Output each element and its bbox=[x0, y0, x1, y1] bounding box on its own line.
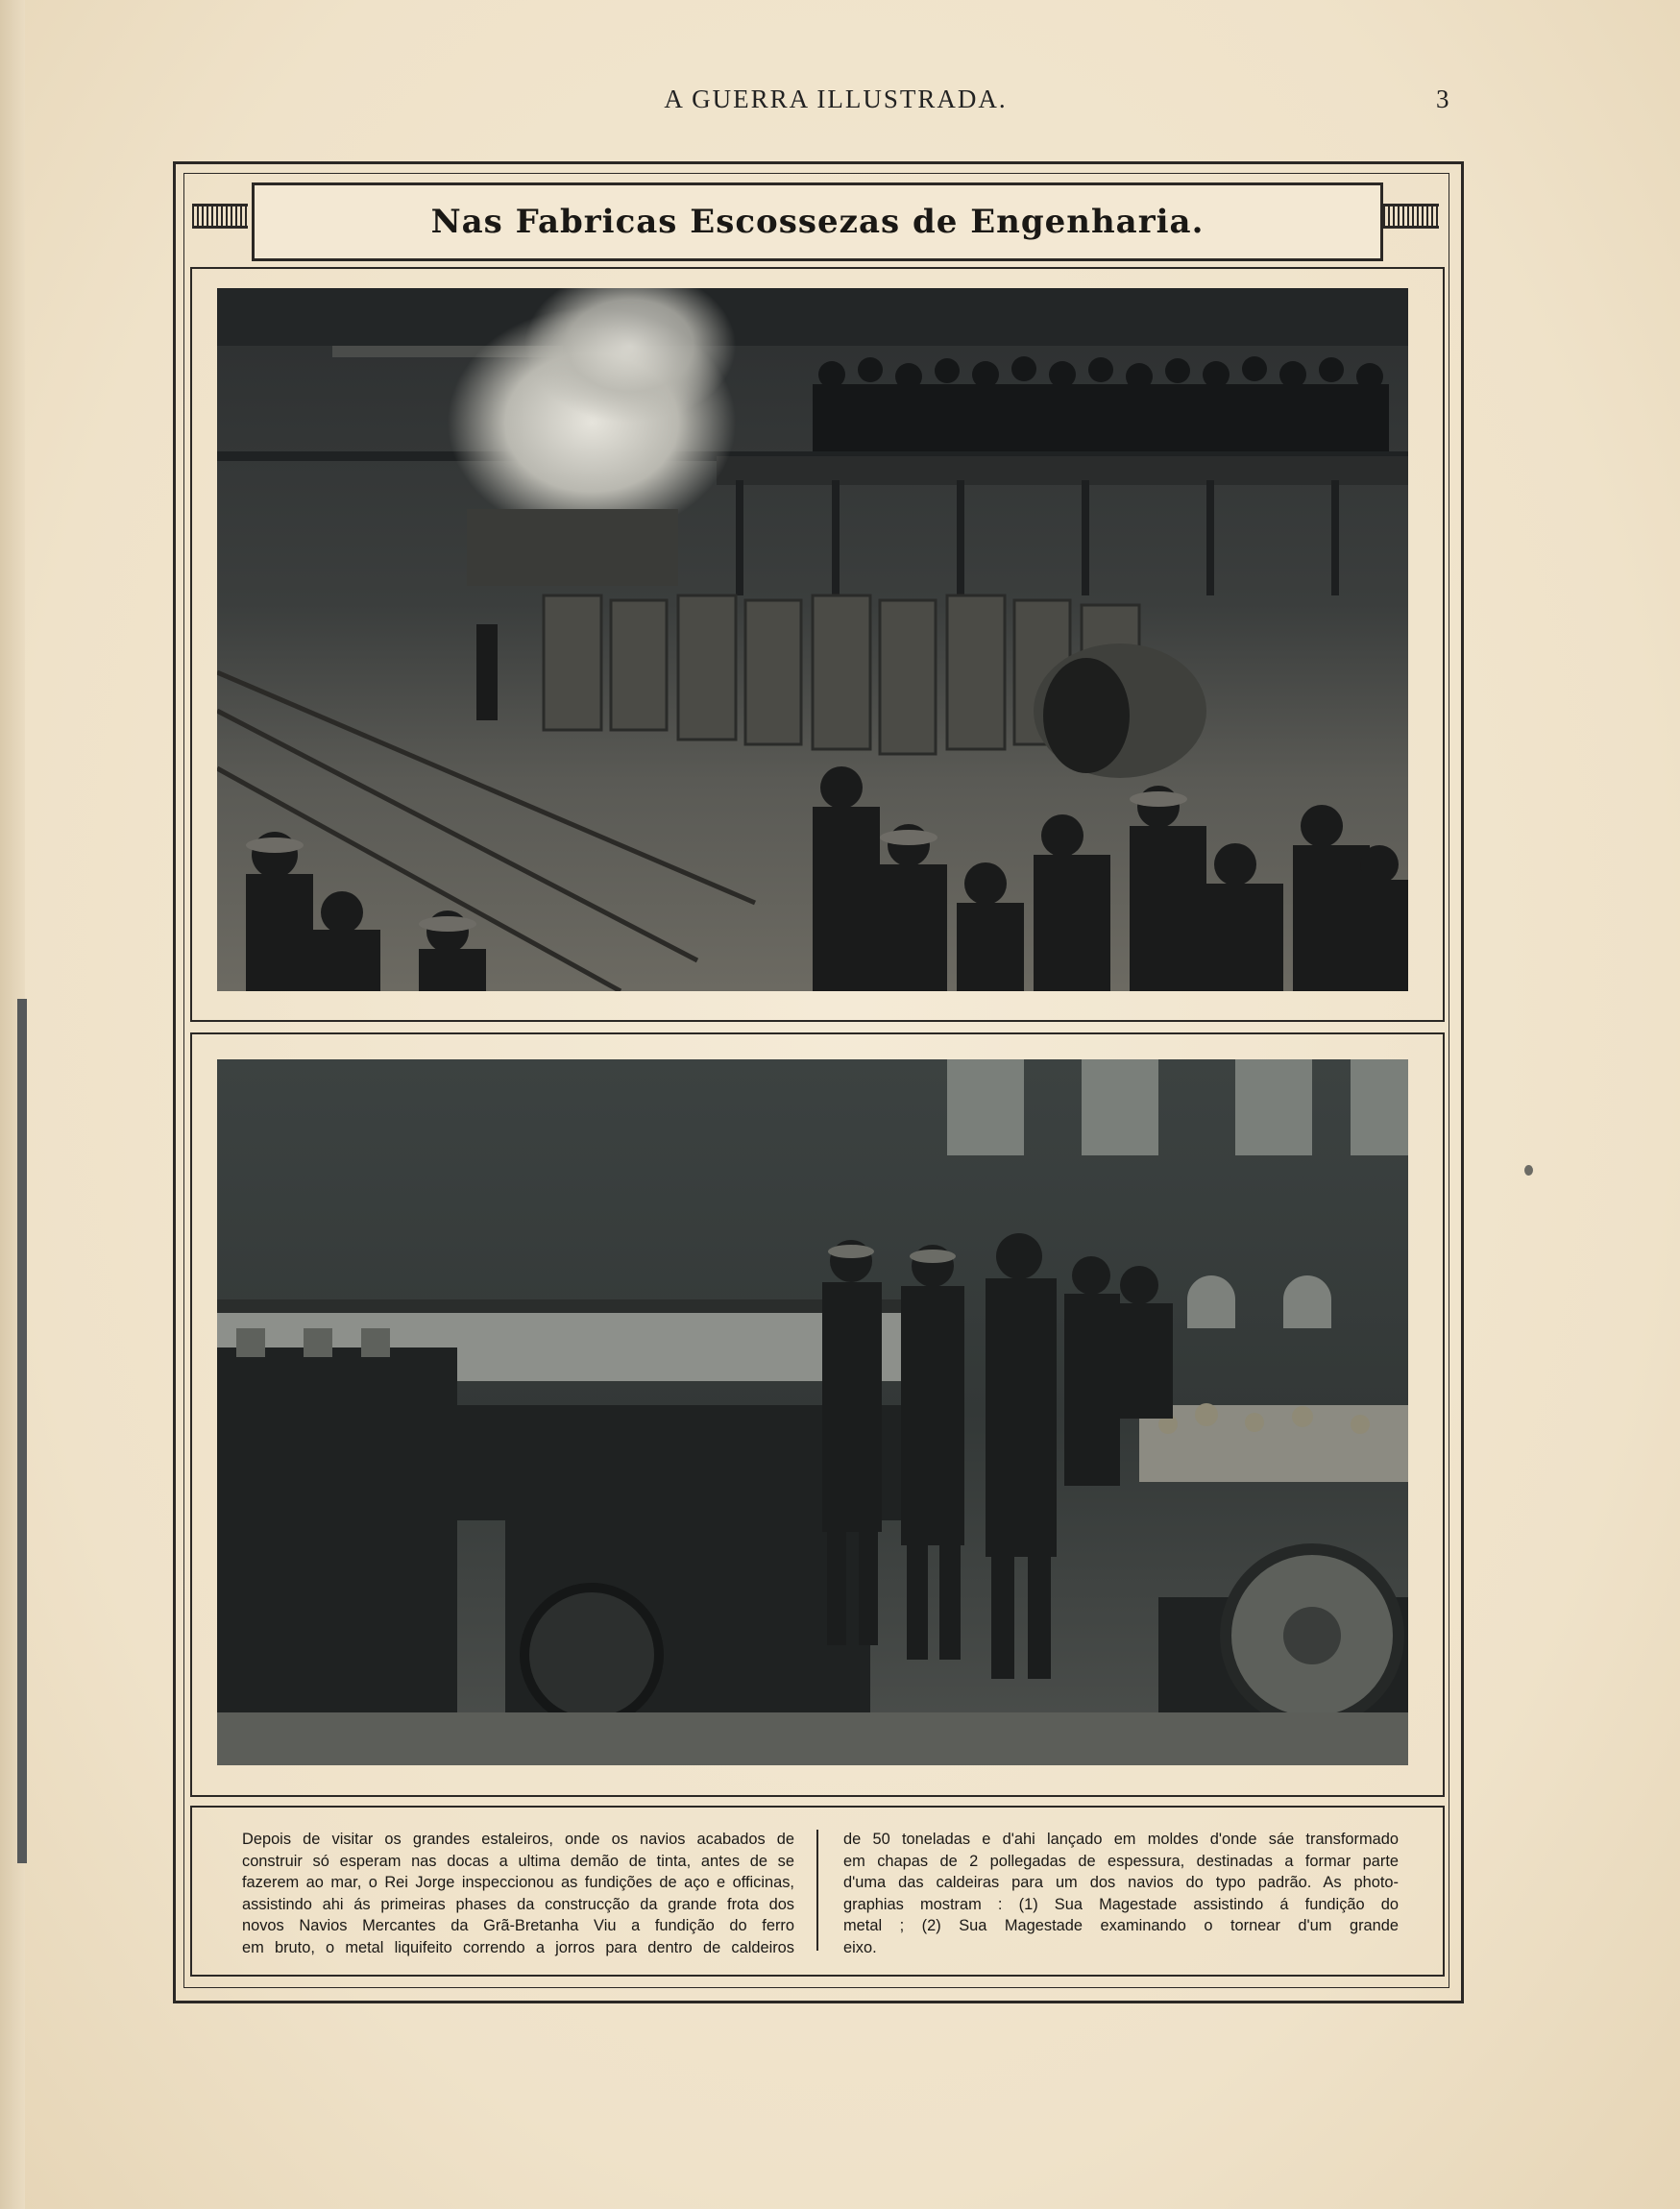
binding-shadow bbox=[17, 999, 27, 1863]
title-ornament-left bbox=[192, 204, 248, 229]
caption-line: construir só esperam nas docas a ultima demão de tinta, antes de se bbox=[242, 1852, 794, 1870]
caption-line: novos Navios Mercantes da Grã-Bretanha Viu a fundição do ferro bbox=[242, 1917, 794, 1935]
caption-line: graphias mostram : (1) Sua Magestade assistindo á fundição do bbox=[843, 1895, 1399, 1913]
caption-line: fazerem ao mar, o Rei Jorge inspeccionou as fundições de aço e officinas, bbox=[242, 1874, 794, 1892]
paper-spot bbox=[1524, 1165, 1533, 1176]
caption-line: em bruto, o metal liquifeito correndo a jorros para dentro de caldeiros bbox=[242, 1938, 794, 1956]
caption-line: eixo. bbox=[843, 1938, 877, 1956]
column-divider bbox=[816, 1830, 818, 1951]
photo-shaft-turning bbox=[217, 1059, 1408, 1765]
caption-line: Depois de visitar os grandes estaleiros, onde os navios acabados de bbox=[242, 1831, 794, 1848]
page-number: 3 bbox=[1436, 85, 1449, 113]
title-box bbox=[252, 182, 1383, 261]
running-title: A GUERRA ILLUSTRADA. bbox=[664, 85, 1008, 113]
binding-edge bbox=[0, 0, 25, 2209]
caption-line: assistindo ahi ás primeiras phases da construcção da grande frota dos bbox=[242, 1895, 794, 1913]
caption-line: em chapas de 2 pollegadas de espessura, destinadas a formar parte bbox=[843, 1852, 1399, 1870]
workshop-scene-illustration bbox=[217, 1059, 1408, 1765]
caption-line: de 50 toneladas e d'ahi lançado em moldes d'onde sáe transformado bbox=[843, 1831, 1399, 1848]
caption-line: d'uma das caldeiras para um dos navios do typo padrão. As photo- bbox=[843, 1874, 1399, 1892]
photo-steel-foundry bbox=[217, 288, 1408, 991]
caption-line: metal ; (2) Sua Magestade examinando o tornear d'um grande bbox=[843, 1917, 1399, 1935]
foundry-scene-illustration bbox=[217, 288, 1408, 991]
article-title: Nas Fabricas Escossezas de Engenharia. bbox=[430, 203, 1205, 241]
caption-column-left bbox=[242, 1829, 794, 1959]
caption-column-right bbox=[843, 1829, 1399, 1959]
title-ornament-right bbox=[1383, 204, 1439, 229]
